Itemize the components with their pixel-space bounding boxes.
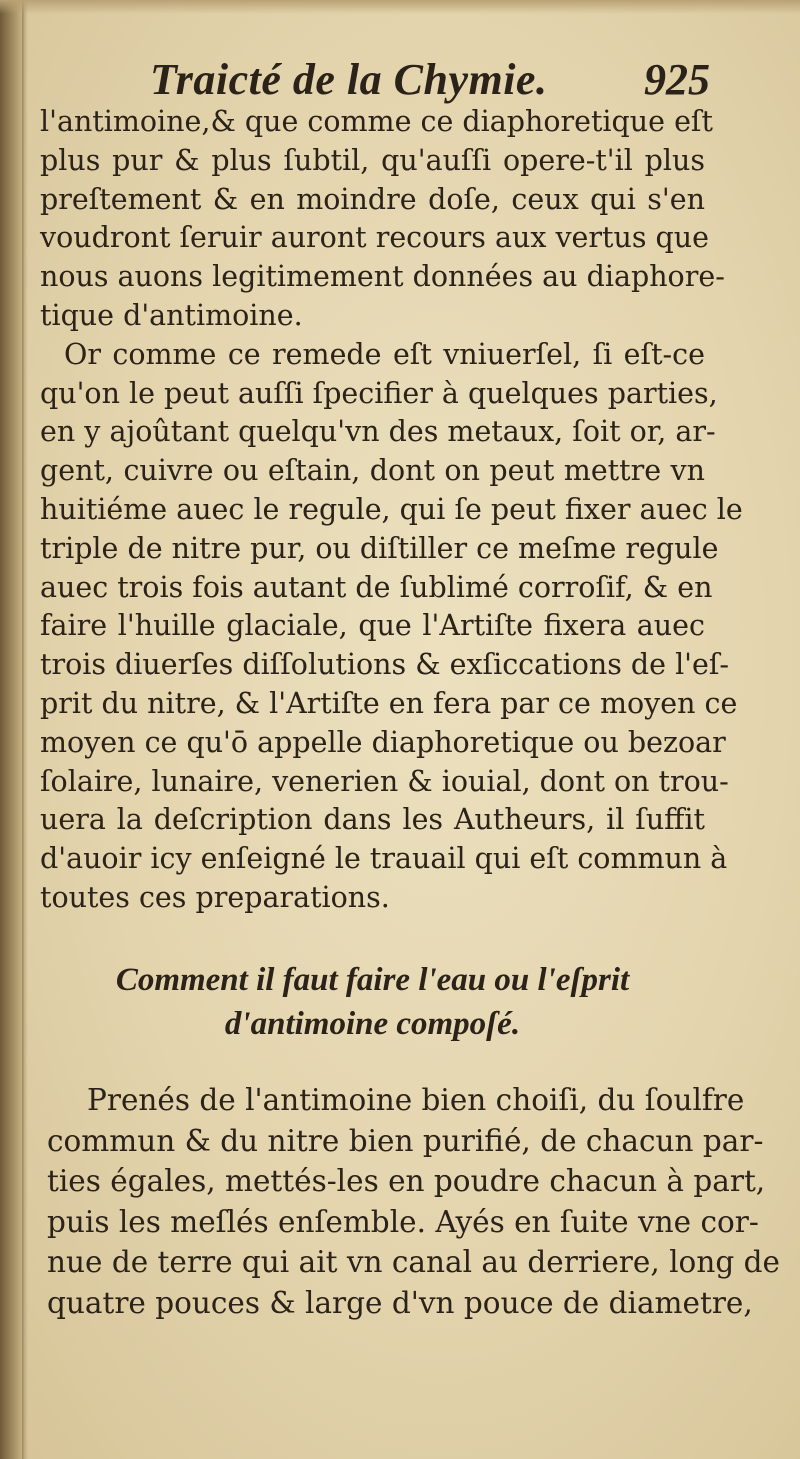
text-line: qu'on le peut auſſi ſpecifier à quelques parties, [40,376,718,410]
text-line: d'auoir icy enſeigné le trauail qui eſt commun à [40,842,728,876]
section-heading-line-2: d'antimoine compoſé. [224,1006,521,1042]
text-line: tique d'antimoine. [40,298,303,332]
text-line: l'antimoine,& que comme ce diaphoretique eſt [40,105,713,138]
text-line: plus pur & plus ſubtil, qu'auſſi opere-t'il plus [40,143,705,177]
section-heading-line-1: Comment il faut faire l'eau ou l'eſprit [115,962,630,998]
text-line: auec trois fois autant de ſublimé corroſif, & en [40,570,713,604]
text-line: commun & du nitre bien purifié, de chacun par- [47,1123,764,1158]
page-number: 925 [644,55,710,104]
text-line: huitiéme auec le regule, qui ſe peut fixer auec le [40,492,743,526]
text-line: uera la deſcription dans les Autheurs, il ſuffit [40,803,705,837]
body-text [40,103,743,918]
text-line: Prenés de l'antimoine bien choiſi, du ſoulfre [87,1083,745,1117]
text-line: nue de terre qui ait vn canal au derriere, long de [47,1245,780,1279]
text-line: nous auons legitimement données au diaphore- [40,260,725,294]
text-line: ties égales, mettés-les en poudre chacun à part, [47,1164,766,1198]
text-line: quatre pouces & large d'vn pouce de diametre, [47,1285,753,1320]
recipe-text [47,1080,780,1323]
book-spine [0,0,24,1459]
text-line: trois diuerſes diſſolutions & exſiccations de l'eſ- [40,648,730,682]
running-title: Traicté de la Chymie. [150,55,548,104]
text-line: faire l'huille glaciale, que l'Artiſte fixera auec [40,609,705,643]
text-line: moyen ce qu'ō appelle diaphoretique ou bezoar [40,725,726,759]
text-line: ſolaire, lunaire, venerien & iouial, dont on trou- [40,764,729,798]
text-line: Or comme ce remede eſt vniuerſel, ſi eſt-ce [64,337,705,371]
text-line: voudront ſeruir auront recours aux vertus que [40,221,709,255]
spine-shadow [22,0,28,1459]
text-line: gent, cuivre ou eſtain, dont on peut mettre vn [40,454,705,488]
page-top-edge [0,0,800,14]
text-line: en y ajoûtant quelqu'vn des metaux, ſoit or, ar- [40,415,716,449]
text-line: puis les meſlés enſemble. Ayés en ſuite vne cor- [47,1204,759,1239]
text-line: toutes ces preparations. [40,880,390,914]
running-head [150,48,710,108]
text-line: prit du nitre, & l'Artiſte en fera par ce moyen ce [40,686,738,720]
text-line: triple de nitre pur, ou diſtiller ce meſme regule [40,531,719,565]
text-line: preſtement & en moindre doſe, ceux qui s'en [40,182,705,216]
